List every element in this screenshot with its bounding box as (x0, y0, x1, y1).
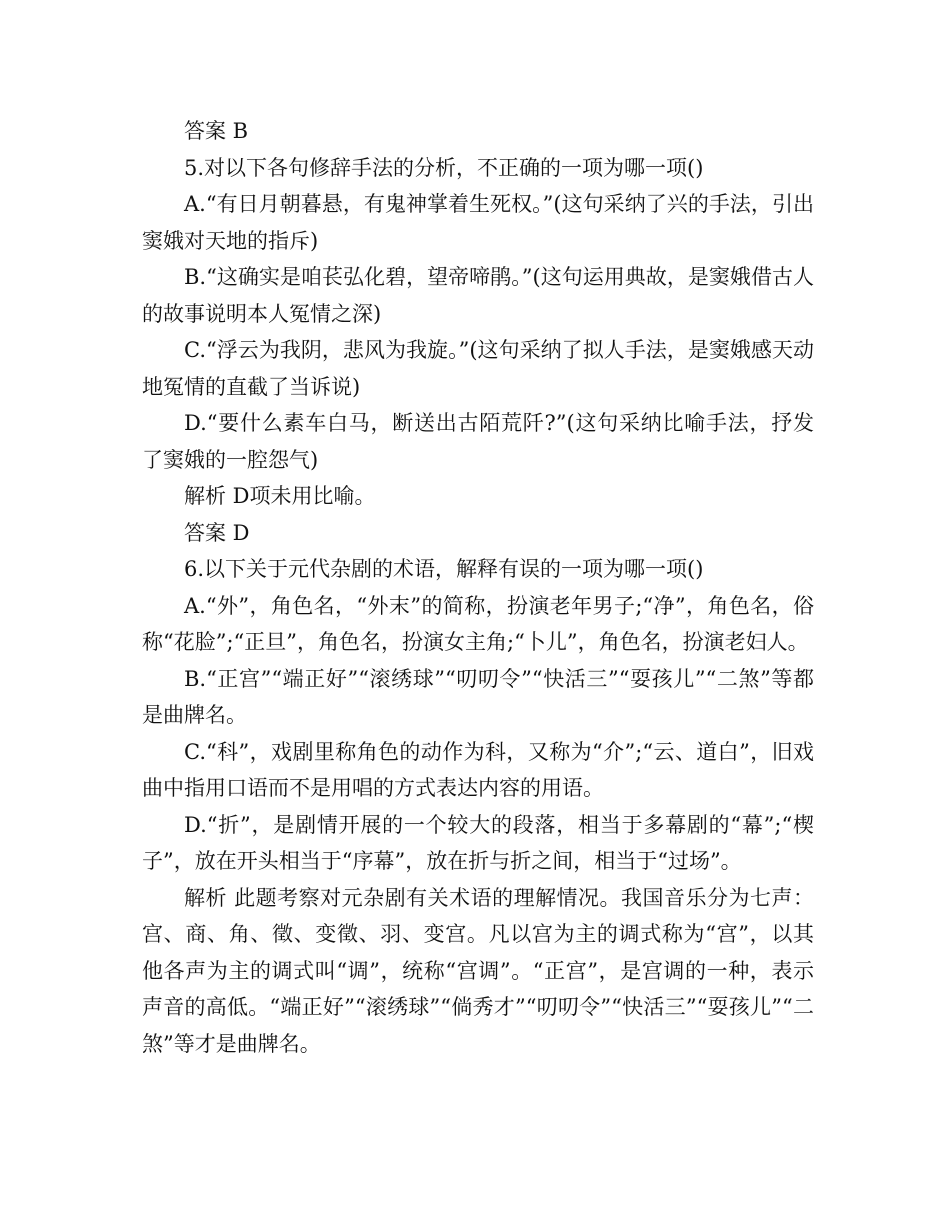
q6-option-c: C.“科”，戏剧里称角色的动作为科，又称为“介”;“云、道白”，旧戏曲中指用口语而不是用唱的方式表达内容的用语。 (142, 739, 814, 800)
q5-analysis: 解析 D项未用比喻。 (184, 484, 376, 508)
q5-option-a: A.“有日月朝暮悬，有鬼神掌着生死权。”(这句采纳了兴的手法，引出窦娥对天地的指斥) (142, 192, 814, 253)
answer-d: 答案 D (184, 520, 250, 545)
q5-option-d: D.“要什么素车白马，断送出古陌荒阡?”(这句采纳比喻手法，抒发了窦娥的一腔怨气) (142, 411, 814, 472)
q6-analysis: 解析 此题考察对元杂剧有关术语的理解情况。我国音乐分为七声：宫、商、角、徵、变徵、羽、变宫。凡以宫为主的调式称为“宫”，以其他各声为主的调式叫“调”，统称“宫调”。“正宫”，是宫调的一种，表示声音的高低。“端正好”“滚绣球”“倘秀才”“叨叨令”“快活三”“耍孩儿”“二煞”等才是曲牌名。 (142, 885, 814, 1056)
question-6: 6.以下关于元代杂剧的术语，解释有误的一项为哪一项() (184, 557, 704, 581)
answer-b: 答案 B (184, 119, 249, 143)
q5-option-c: C.“浮云为我阴，悲风为我旋。”(这句采纳了拟人手法，是窦娥感天动地冤情的直截了当诉说) (142, 338, 814, 399)
question-5: 5.对以下各句修辞手法的分析，不正确的一项为哪一项() (184, 155, 704, 180)
q5-option-b: B.“这确实是咱苌弘化碧，望帝啼鹃。”(这句运用典故，是窦娥借古人的故事说明本人冤情之深) (142, 265, 814, 326)
q6-option-d: D.“折”，是剧情开展的一个较大的段落，相当于多幕剧的“幕”;“楔子”，放在开头相当于“序幕”，放在折与折之间，相当于“过场”。 (142, 812, 814, 873)
q6-option-a: A.“外”，角色名，“外末”的简称，扮演老年男子;“净”，角色名，俗称“花脸”;“正旦”，角色名，扮演女主角;“卜儿”，角色名，扮演老妇人。 (142, 593, 814, 654)
q6-option-b: B.“正宫”“端正好”“滚绣球”“叨叨令”“快活三”“耍孩儿”“二煞”等都是曲牌名。 (142, 666, 814, 727)
document-page (142, 113, 814, 1062)
